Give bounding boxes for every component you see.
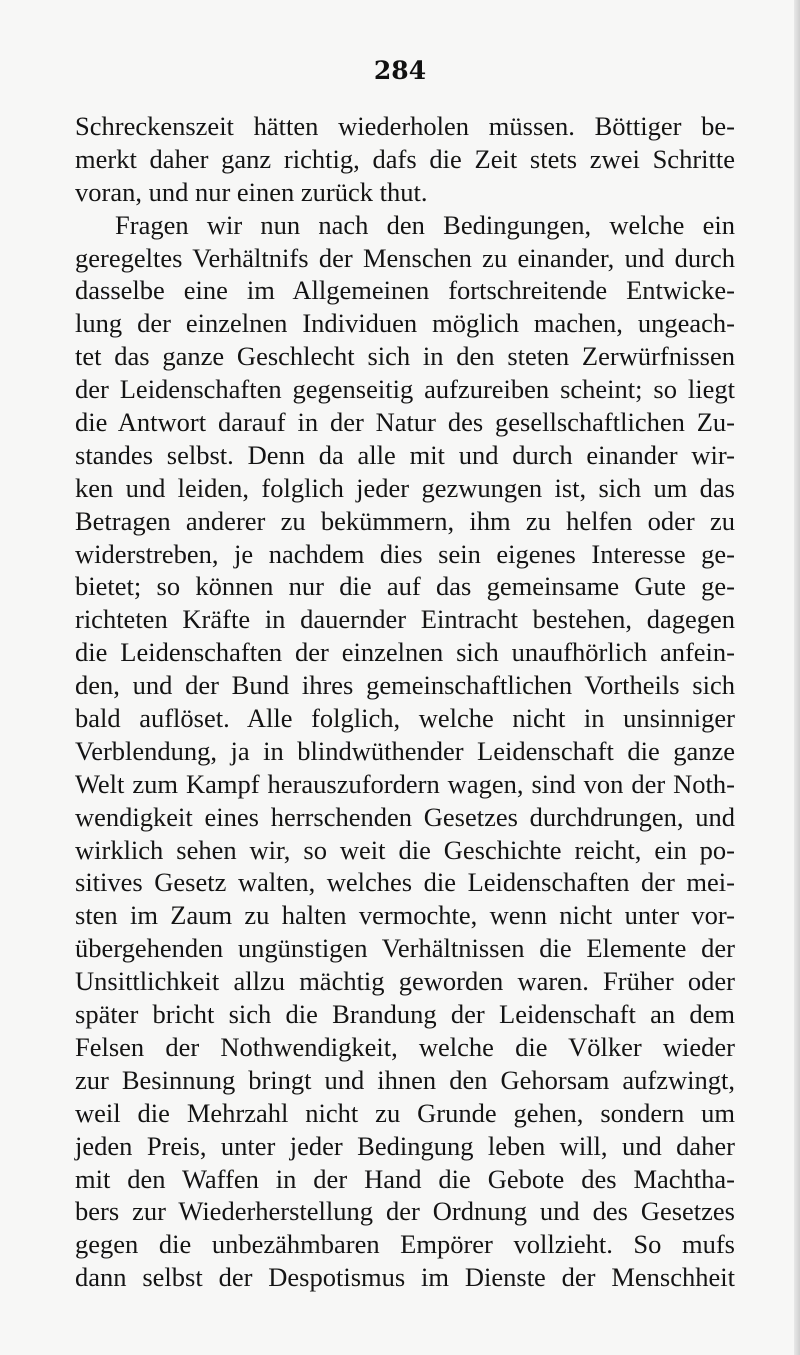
text-line: bers zur Wiederherstellung der Ordnung und des Gesetzes [75, 1196, 735, 1227]
text-line: Schreckenszeit hätten wiederholen müssen. Böttiger be- [75, 111, 735, 141]
text-line: wendigkeit eines herrschenden Gesetzes durchdrungen, und [75, 801, 735, 832]
body-text [75, 110, 735, 1294]
text-line: Betragen anderer zu bekümmern, ihm zu helfen oder zu [75, 505, 735, 536]
page-edge [794, 0, 800, 1355]
text-line: richteten Kräfte in dauernder Eintracht bestehen, dagegen [75, 604, 735, 635]
text-line: der Leidenschaften gegenseitig aufzureiben scheint; so liegt [75, 374, 735, 405]
text-line: bietet; so können nur die auf das gemeinsame Gute ge- [75, 571, 735, 602]
text-line: den, und der Bund ihres gemeinschaftlichen Vortheils sich [75, 670, 735, 701]
text-line: die Leidenschaften der einzelnen sich unaufhörlich anfein- [75, 637, 735, 668]
text-line: übergehenden ungünstigen Verhältnissen die Elemente der [75, 933, 735, 964]
text-line: standes selbst. Denn da alle mit und durch einander wir- [75, 439, 735, 470]
text-line: tet das ganze Geschlecht sich in den steten Zerwürfnissen [75, 341, 735, 372]
text-line: dasselbe eine im Allgemeinen fortschreitende Entwicke- [75, 275, 735, 306]
text-line: widerstreben, je nachdem dies sein eigenes Interesse ge- [75, 538, 735, 569]
text-line: bald auflöset. Alle folglich, welche nicht in unsinniger [75, 703, 735, 734]
text-line: weil die Mehrzahl nicht zu Grunde gehen, sondern um [75, 1097, 735, 1128]
text-line: die Antwort darauf in der Natur des gesellschaftlichen Zu- [75, 407, 735, 438]
text-line: geregeltes Verhältnifs der Menschen zu einander, und durch [75, 242, 735, 273]
text-line: lung der einzelnen Individuen möglich machen, ungeach- [75, 308, 735, 339]
text-line: später bricht sich die Brandung der Leidenschaft an dem [75, 999, 735, 1030]
text-line: Welt zum Kampf herauszufordern wagen, sind von der Noth- [75, 768, 735, 799]
text-line: merkt daher ganz richtig, dafs die Zeit stets zwei Schritte [75, 143, 735, 174]
text-line: sten im Zaum zu halten vermochte, wenn nicht unter vor- [75, 900, 735, 931]
text-line: ken und leiden, folglich jeder gezwungen ist, sich um das [75, 472, 735, 503]
text-line: gegen die unbezähmbaren Empörer vollzieht. So mufs [75, 1229, 735, 1260]
text-line: voran, und nur einen zurück thut. [75, 176, 428, 207]
text-line: dann selbst der Despotismus im Dienste der Menschheit [75, 1262, 735, 1293]
text-line: zur Besinnung bringt und ihnen den Gehorsam aufzwingt, [75, 1064, 735, 1095]
text-line: Verblendung, ja in blindwüthender Leidenschaft die ganze [75, 735, 735, 766]
text-line: Fragen wir nun nach den Bedingungen, welche ein [115, 209, 735, 240]
text-line: mit den Waffen in der Hand die Gebote des Machtha- [75, 1163, 735, 1194]
text-line: wirklich sehen wir, so weit die Geschichte reicht, ein po- [75, 834, 735, 865]
text-line: sitives Gesetz walten, welches die Leidenschaften der mei- [75, 867, 735, 898]
text-line: Felsen der Nothwendigkeit, welche die Völker wieder [75, 1031, 735, 1062]
text-line: Unsittlichkeit allzu mächtig geworden waren. Früher oder [75, 966, 735, 997]
page-number: 284 [373, 56, 427, 85]
text-line: jeden Preis, unter jeder Bedingung leben will, und daher [75, 1130, 735, 1161]
